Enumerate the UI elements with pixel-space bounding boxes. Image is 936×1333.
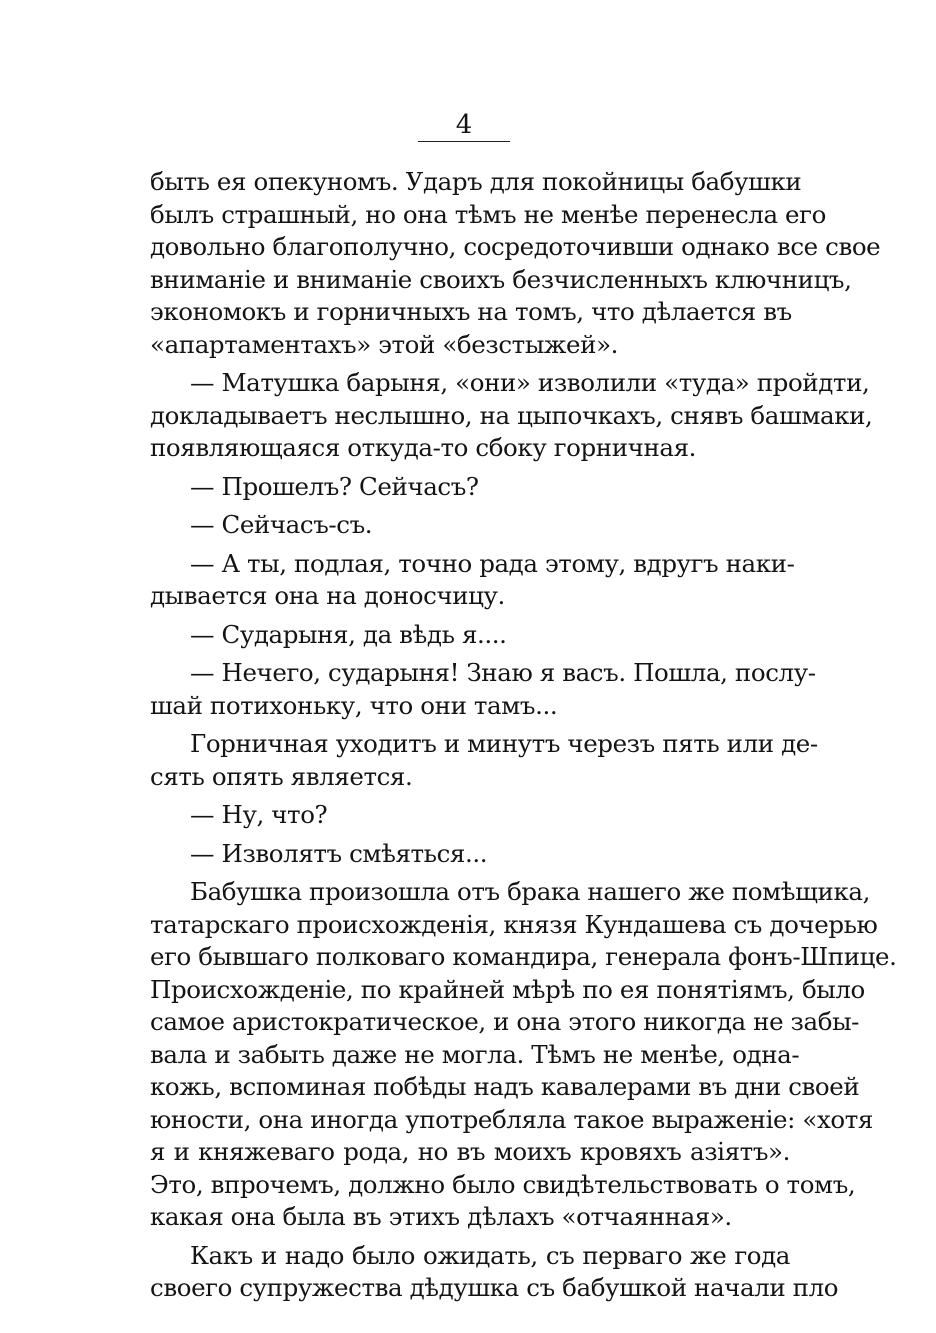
text-line: Происхожденіе, по крайней мѣрѣ по ея понятіямъ, было (150, 974, 865, 1004)
text-line: сять опять является. (150, 761, 413, 791)
text-line: докладываетъ неслышно, на цыпочкахъ, снявъ башмаки, (150, 400, 873, 430)
text-line: — Прошелъ? Сейчасъ? (190, 471, 479, 501)
paragraph (150, 1240, 839, 1305)
text-line: своего супружества дѣдушка съ бабушкой начали пло (150, 1273, 839, 1302)
paragraph (150, 166, 881, 361)
page-text (150, 166, 897, 1311)
text-line: — Сейчасъ-съ. (190, 510, 373, 539)
text-line: Это, впрочемъ, должно было свидѣтельствовать о томъ, (150, 1169, 856, 1199)
paragraph (150, 619, 790, 652)
paragraph (150, 838, 790, 871)
text-line: татарскаго происхожденія, князя Кундашева съ дочерью (150, 909, 878, 939)
paragraph (150, 657, 816, 722)
text-line: я и княжеваго рода, но въ моихъ кровяхъ азіятъ». (150, 1137, 790, 1166)
text-line: Горничная уходитъ и минутъ черезъ пять или де- (190, 729, 818, 758)
text-line: довольно благополучно, сосредоточивши однако все свое (150, 232, 881, 261)
text-line: — Изволятъ смѣяться... (190, 838, 488, 868)
text-line: его бывшаго полковаго командира, генерала фонъ-Шпице. (150, 942, 897, 971)
text-line: юности, она иногда употребляла такое выраженіе: «хотя (150, 1104, 873, 1134)
page-number: 4 (418, 112, 510, 142)
paragraph (150, 471, 790, 504)
text-line: Какъ и надо было ожидать, съ перваго же года (190, 1240, 790, 1270)
paragraph (150, 548, 795, 613)
text-line: «апартаментахъ» этой «безстыжей». (150, 329, 619, 359)
paragraph (150, 876, 897, 1234)
text-line: — Матушка барыня, «они» изволили «туда» пройдти, (190, 368, 870, 397)
text-line: — Сударыня, да вѣдь я.... (190, 619, 507, 649)
text-line: былъ страшный, но она тѣмъ не менѣе перенесла его (150, 199, 826, 229)
text-line: экономокъ и горничныхъ на томъ, что дѣлается въ (150, 297, 792, 326)
text-line: дывается она на доносчицу. (150, 581, 505, 610)
text-line: вала и забыть даже не могла. Тѣмъ не менѣе, одна- (150, 1039, 800, 1069)
text-line: быть ея опекуномъ. Ударъ для покойницы бабушки (150, 167, 802, 196)
text-line: самое аристократическое, и она этого никогда не забы- (150, 1007, 860, 1036)
text-line: Бабушка произошла отъ брака нашего же помѣщика, (190, 877, 870, 906)
paragraph (150, 367, 873, 465)
text-line: вниманіе и вниманіе своихъ безчисленныхъ ключницъ, (150, 264, 852, 294)
text-line: шай потихоньку, что они тамъ... (150, 690, 558, 720)
text-line: кожь, вспоминая побѣды надъ кавалерами въ дни своей (150, 1072, 860, 1101)
text-line: — Нечего, сударыня! Знаю я васъ. Пошла, послу- (190, 658, 816, 687)
paragraph (150, 728, 818, 793)
text-line: какая она была въ этихъ дѣлахъ «отчаянная». (150, 1202, 732, 1231)
text-line: — Ну, что? (190, 800, 328, 829)
paragraph (150, 509, 790, 542)
text-line: появляющаяся откуда-то сбоку горничная. (150, 433, 697, 462)
paragraph (150, 799, 790, 832)
text-line: — А ты, подлая, точно рада этому, вдругъ наки- (190, 548, 795, 578)
